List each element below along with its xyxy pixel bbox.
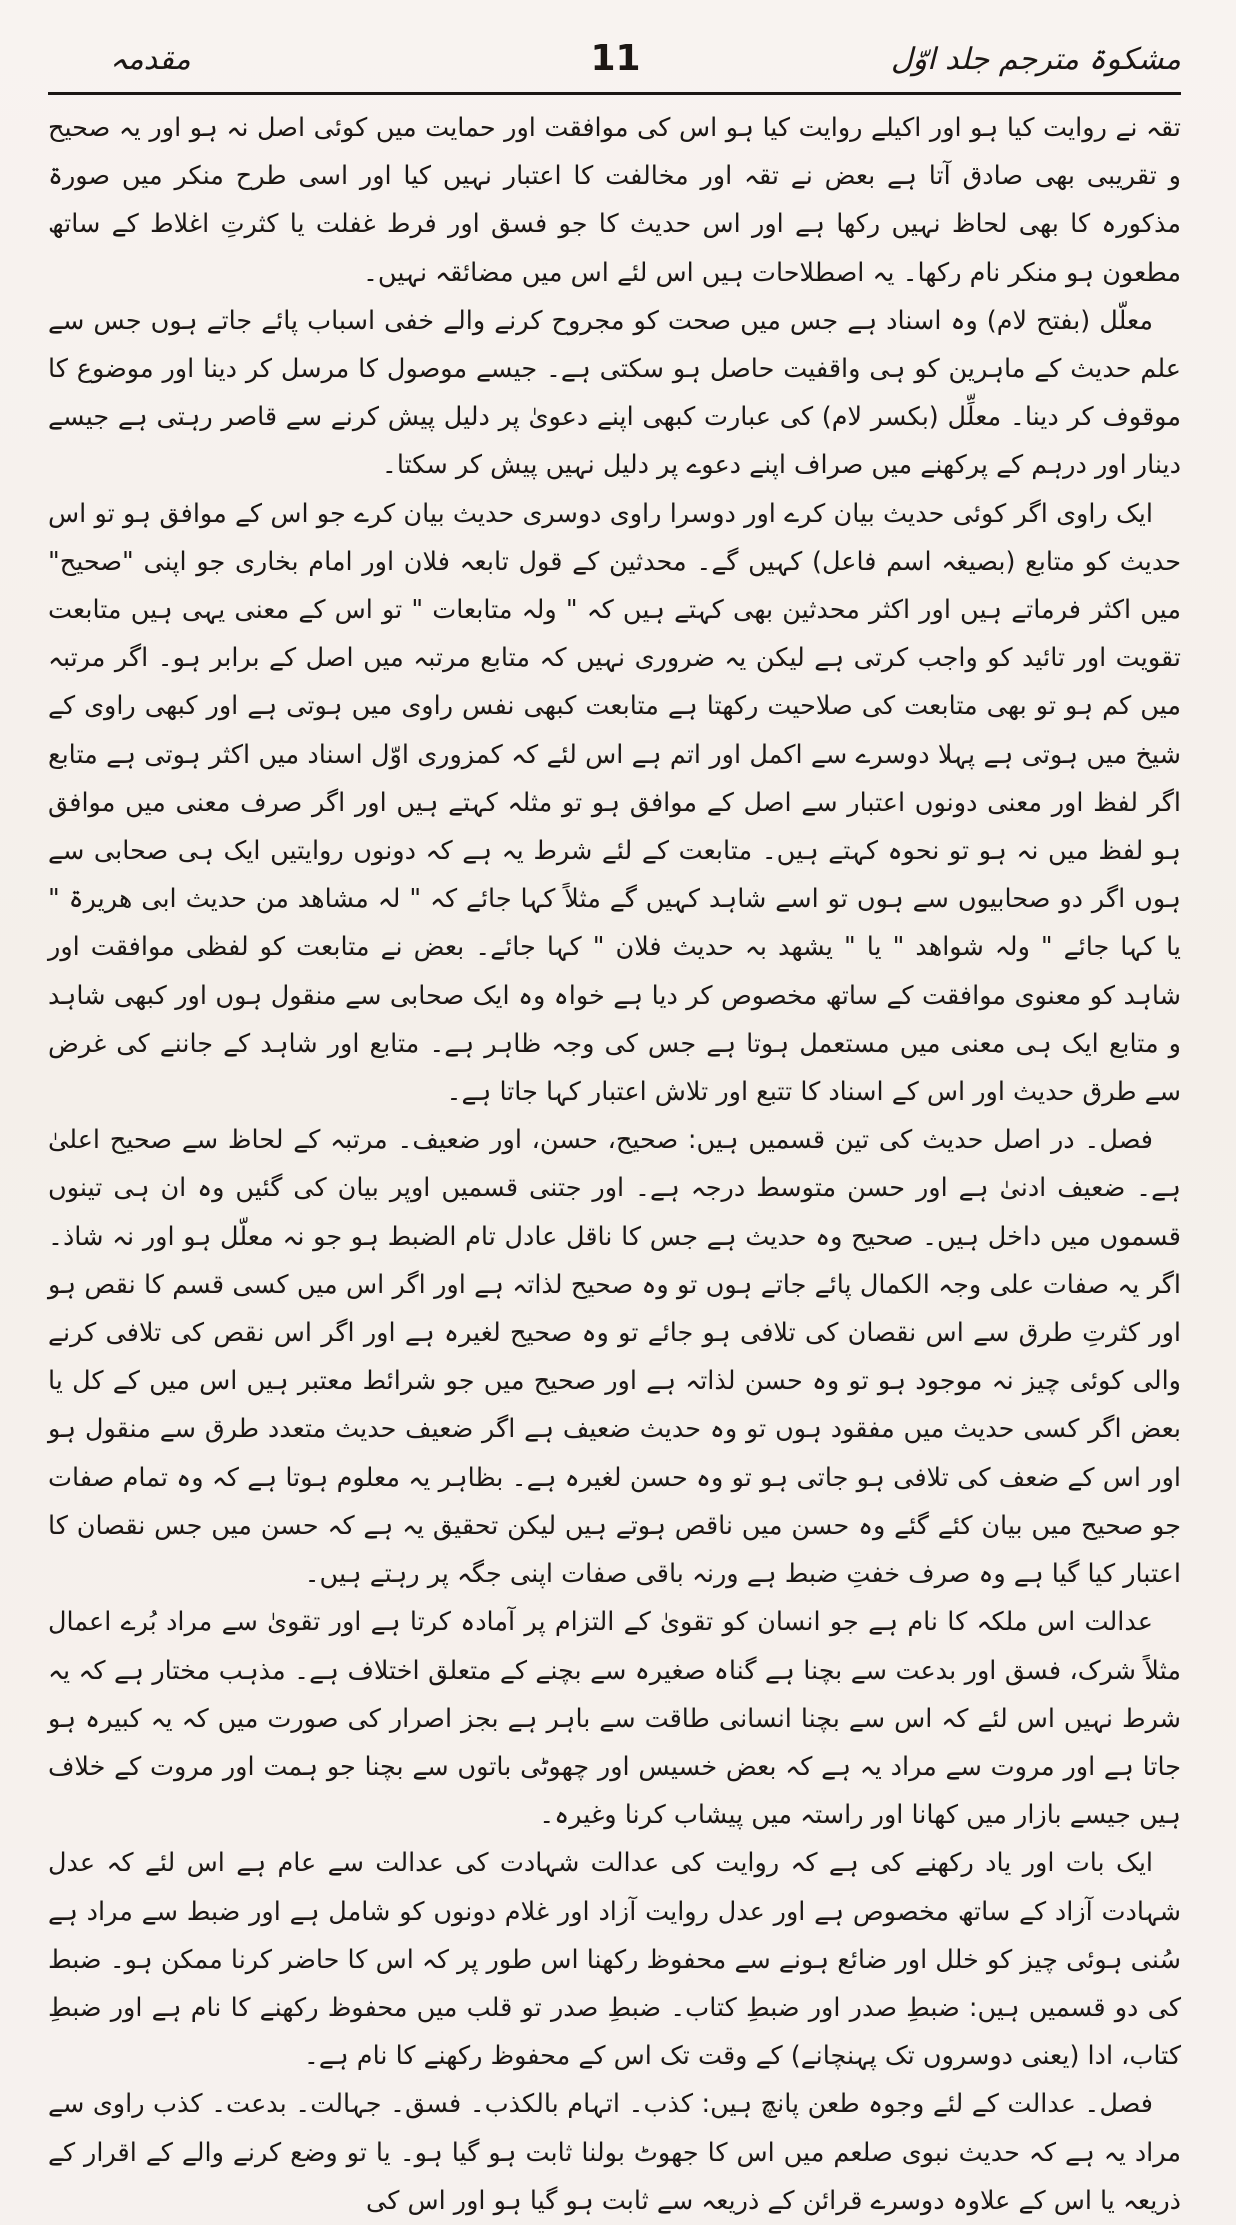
paragraph: تقہ نے روایت کیا ہو اور اکیلے روایت کیا ہو اس کی موافقت اور حمایت میں کوئی اصل نہ ہو اور یہ صحیح و تقریبی بھی صادق آتا ہے بعض نے تقہ اور مخالفت کا اعتبار نہیں کیا اور اسی طرح منکر میں صورۃ مذکورہ کا بھی لحاظ نہیں رکھا ہے اور اس حدیث کا جو فسق اور فرط غفلت یا کثرتِ اغلاط کے ساتھ مطعون ہو منکر نام رکھا۔ یہ اصطلاحات ہیں اس لئے اس میں مضائقہ نہیں۔ [48,113,1181,288]
paragraph: فصل۔ در اصل حدیث کی تین قسمیں ہیں: صحیح، حسن، اور ضعیف۔ مرتبہ کے لحاظ سے صحیح اعلیٰ ہے۔ ضعیف ادنیٰ ہے اور حسن متوسط درجہ ہے۔ اور جتنی قسمیں اوپر بیان کی گئیں وہ ان ہی تینوں قسموں میں داخل ہیں۔ صحیح وہ حدیث ہے جس کا ناقل عادل تام الضبط ہو جو نہ معلّل ہو اور نہ شاذ۔ اگر یہ صفات علی وجہ الکمال پائے جاتے ہوں تو وہ صحیح لذاتہ ہے اور اگر اس میں کسی قسم کا نقص ہو اور کثرتِ طرق سے اس نقصان کی تلافی ہو جائے تو وہ صحیح لغیرہ ہے اور اگر اس نقص کی تلافی کرنے والی کوئی چیز نہ موجود ہو تو وہ حسن لذاتہ ہے اور صحیح میں جو شرائط معتبر ہیں اس میں کے کل یا بعض اگر کسی حدیث میں مفقود ہوں تو وہ حدیث ضعیف ہے اگر ضعیف حدیث متعدد طرق سے منقول ہو اور اس کے ضعف کی تلافی ہو جاتی ہو تو وہ حسن لغیرہ ہے۔ بظاہر یہ معلوم ہوتا ہے کہ وہ تمام صفات جو صحیح میں بیان کئے گئے وہ حسن میں ناقص ہوتے ہیں لیکن تحقیق یہ ہے کہ حسن میں جس نقصان کا اعتبار کیا گیا ہے وہ صرف خفتِ ضبط ہے ورنہ باقی صفات اپنی جگہ پر رہتے ہیں۔ [48,1125,1181,1590]
paragraph: ایک راوی اگر کوئی حدیث بیان کرے اور دوسرا راوی دوسری حدیث بیان کرے جو اس کے موافق ہو تو اس حدیث کو متابع (بصیغہ اسم فاعل) کہیں گے۔ محدثین کے قول تابعہ فلان اور امام بخاری جو اپنی "صحیح" میں اکثر فرماتے ہیں اور اکثر محدثین بھی کہتے ہیں کہ " ولہ متابعات " تو اس کے معنی یہی ہیں متابعت تقویت اور تائید کو واجب کرتی ہے لیکن یہ ضروری نہیں کہ متابع مرتبہ میں اصل کے برابر ہو۔ اگر مرتبہ میں کم ہو تو بھی متابعت کی صلاحیت رکھتا ہے متابعت کبھی نفس راوی میں ہوتی ہے اور کبھی راوی کے شیخ میں ہوتی ہے پہلا دوسرے سے اکمل اور اتم ہے اس لئے کہ کمزوری اوّل اسناد میں اکثر ہوتی ہے متابع اگر لفظ اور معنی دونوں اعتبار سے اصل کے موافق ہو تو مثلہ کہتے ہیں اور اگر صرف معنی میں موافق ہو لفظ میں نہ ہو تو نحوہ کہتے ہیں۔ متابعت کے لئے شرط یہ ہے کہ دونوں روایتیں ایک ہی صحابی سے ہوں اگر دو صحابیوں سے ہوں تو اسے شاہد کہیں گے مثلاً کہا جائے کہ " لہ مشاھد من حدیث ابی ھریرۃ " یا کہا جائے " ولہ شواھد " یا " یشھد بہ حدیث فلان " کہا جائے۔ بعض نے متابعت کو لفظی موافقت اور شاہد کو معنوی موافقت کے ساتھ مخصوص کر دیا ہے خواہ وہ ایک صحابی سے منقول ہوں اور کبھی شاہد و متابع ایک ہی معنی میں مستعمل ہوتا ہے جس کی وجہ ظاہر ہے۔ متابع اور شاہد کے جاننے کی غرض سے طرق حدیث اور اس کے اسناد کا تتبع اور تلاش اعتبار کہا جاتا ہے۔ [48,498,1181,1108]
paragraph: معلّل (بفتح لام) وہ اسناد ہے جس میں صحت کو مجروح کرنے والے خفی اسباب پائے جاتے ہوں جس سے علم حدیث کے ماہرین کو ہی واقفیت حاصل ہو سکتی ہے۔ جیسے موصول کا مرسل کر دینا اور موضوع کا موقوف کر دینا۔ معلِّل (بکسر لام) کی عبارت کبھی اپنے دعویٰ پر دلیل پیش کرنے سے قاصر رہتی ہے جیسے دینار اور درہم کے پرکھنے میں صراف اپنے دعوے پر دلیل نہیں پیش کر سکتا۔ [48,305,1181,481]
book-title: مشکوۃ مترجم جلد اوّل [890,42,1181,77]
paragraph: ایک بات اور یاد رکھنے کی ہے کہ روایت کی عدالت شہادت کی عدالت سے عام ہے اس لئے کہ عدل شہادت آزاد کے ساتھ مخصوص ہے اور عدل روایت آزاد اور غلام دونوں کو شامل ہے اور ضبط سے مراد ہے سُنی ہوئی چیز کو خلل اور ضائع ہونے سے محفوظ رکھنا اس طور پر کہ اس کا حاضر کرنا ممکن ہو۔ ضبط کی دو قسمیں ہیں: ضبطِ صدر اور ضبطِ کتاب۔ ضبطِ صدر تو قلب میں محفوظ رکھنے کا نام ہے اور ضبطِ کتاب، ادا (یعنی دوسروں تک پہنچانے) کے وقت تک اس کے محفوظ رکھنے کا نام ہے۔ [48,1848,1181,2072]
body-text [48,104,1181,2216]
paragraph: فصل۔ عدالت کے لئے وجوہ طعن پانچ ہیں: کذب۔ اتہام بالکذب۔ فسق۔ جہالت۔ بدعت۔ کذب راوی سے مراد یہ ہے کہ حدیث نبوی صلعم میں اس کا جھوٹ بولنا ثابت ہو گیا ہو۔ یا تو وضع کرنے والے کے اقرار کے ذریعہ یا اس کے علاوہ دوسرے قرائن کے ذریعہ سے ثابت ہو گیا ہو اور اس کی [48,2089,1181,2216]
section-title: مقدمہ [110,42,191,77]
page-number: 11 [590,38,641,79]
header-rule [48,92,1181,95]
page-header [50,38,1181,90]
paragraph: عدالت اس ملکہ کا نام ہے جو انسان کو تقویٰ کے التزام پر آمادہ کرتا ہے اور تقویٰ سے مراد بُرے اعمال مثلاً شرک، فسق اور بدعت سے بچنا ہے گناہ صغیرہ سے بچنے کے متعلق اختلاف ہے۔ مذہب مختار ہے کہ یہ شرط نہیں اس لئے کہ اس سے بچنا انسانی طاقت سے باہر ہے بجز اصرار کی صورت میں کہ یہ کبیرہ ہو جاتا ہے اور مروت سے مراد یہ ہے کہ بعض خسیس اور چھوٹی باتوں سے بچنا جو ہمت اور مروت کے خلاف ہیں جیسے بازار میں کھانا اور راستہ میں پیشاب کرنا وغیرہ۔ [48,1607,1181,1831]
